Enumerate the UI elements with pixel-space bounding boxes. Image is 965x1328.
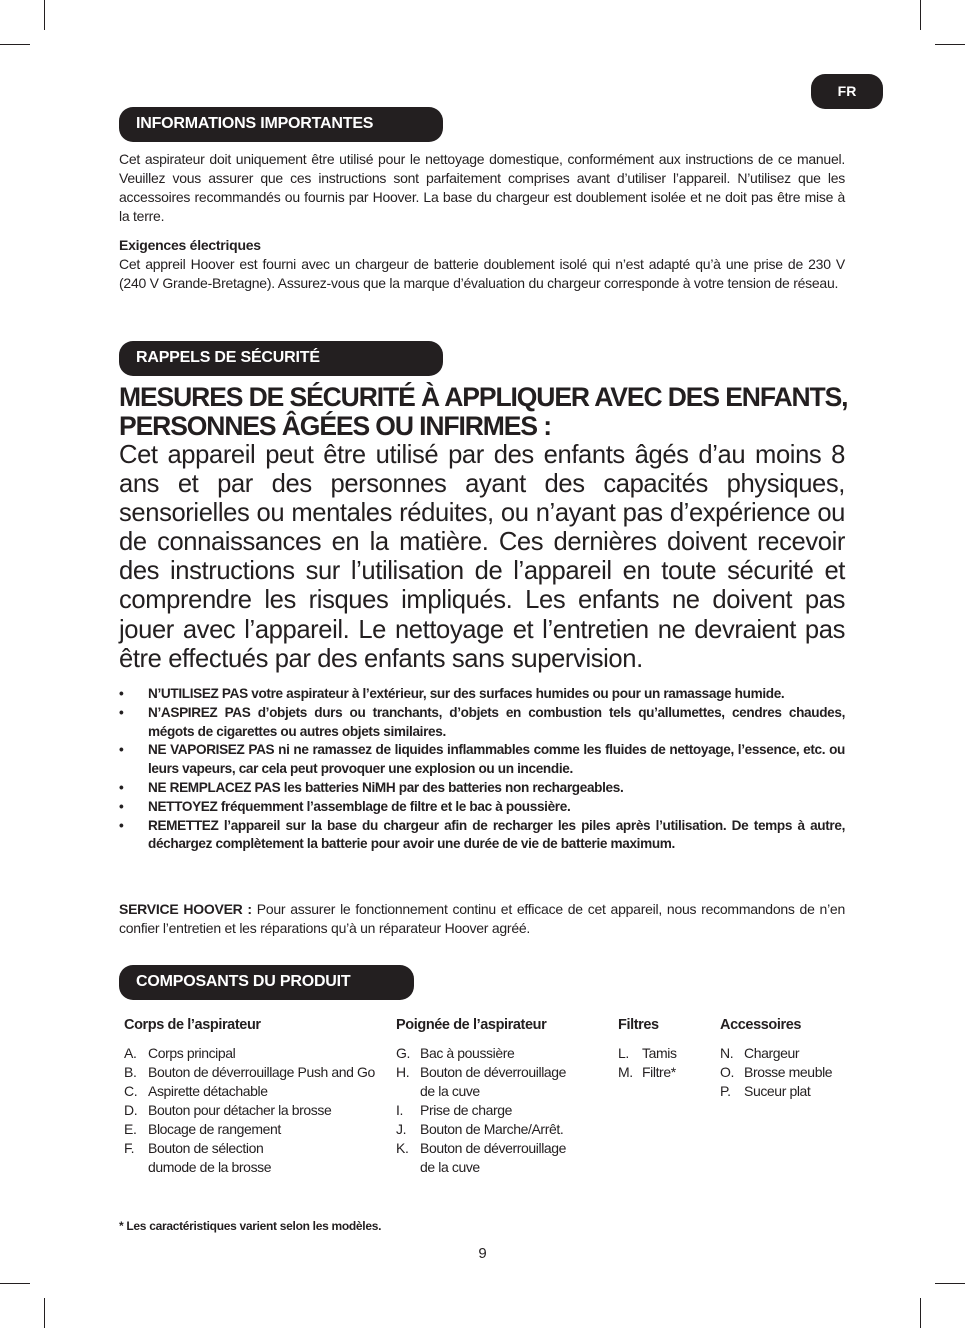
item-label: Blocage de rangement: [148, 1121, 281, 1137]
item-key: F.: [124, 1140, 135, 1156]
component-list: [124, 1044, 375, 1177]
list-item: • NETTOYEZ fréquemment l’assemblage de filtre et le bac à poussière.: [119, 798, 845, 817]
item-key: K.: [396, 1140, 409, 1156]
safety-warning-text: Cet appareil peut être utilisé par des enfants âgés d’au moins 8 ans et par des personnes ayant des capacités physiques, sensorielles ou mentales réduites, ou n’ayant pas d’expérience ou de connaissances en la matière. Ces dernières doivent recevoir des instructions sur l’utilisation de l’appareil en toute sécurité et comprendre les risques impliqués. Les enfants ne doivent pas jouer avec l’appareil. Le nettoyage et l’entretien ne devraient pas être effectués par des enfants sans supervision.: [119, 441, 845, 673]
service-text: Pour assurer le fonctionnement continu et efficace de cet appareil, nous recommandons de n’en confier l’entretien et les réparations qu’à un réparateur Hoover agréé.: [119, 901, 846, 936]
item-key: C.: [124, 1083, 138, 1099]
component-column: [720, 1015, 832, 1101]
language-badge: FR: [811, 74, 883, 109]
column-title: Poignée de l’aspirateur: [396, 1017, 547, 1033]
item-label: Chargeur: [744, 1045, 800, 1061]
list-item: • N’UTILISEZ PAS votre aspirateur à l’extérieur, sur des surfaces humides ou pour un ramassage humide.: [119, 685, 845, 704]
safety-heading: MESURES DE SÉCURITÉ À APPLIQUER AVEC DES ENFANTS, PERSONNES ÂGÉES OU INFIRMES :: [119, 382, 848, 441]
crop-mark: [44, 0, 45, 30]
item-key: L.: [618, 1045, 629, 1061]
item-label: Bouton de déverrouillage de la cuve: [420, 1140, 567, 1175]
item-key: P.: [720, 1083, 731, 1099]
list-item: • N’ASPIREZ PAS d’objets durs ou tranchants, d’objets en combustion tels qu’allumettes, cendres chaudes, mégots de cigarettes ou autres objets similaires.: [119, 704, 845, 742]
crop-mark: [935, 44, 965, 45]
section-header-components: COMPOSANTS DU PRODUIT: [119, 965, 414, 1000]
column-title: Filtres: [618, 1017, 659, 1033]
item-label: Aspirette détachable: [148, 1083, 268, 1099]
crop-mark: [0, 1283, 30, 1284]
service-note: [119, 900, 845, 938]
electrical-text: Cet appreil Hoover est fourni avec un chargeur de batterie doublement isolé qui n’est adapté qu’à une prise de 230 V (240 V Grande-Bretagne). Assurez-vous que la marque d’évaluation du chargeur corresponde à votre tension de réseau.: [119, 256, 845, 291]
list-item: [124, 1044, 375, 1063]
section-header-info: INFORMATIONS IMPORTANTES: [119, 107, 443, 142]
item-label: Prise de charge: [420, 1102, 513, 1118]
crop-mark: [44, 1298, 45, 1328]
item-key: O.: [720, 1064, 734, 1080]
list-item: [720, 1082, 832, 1101]
item-key: N.: [720, 1045, 734, 1061]
crop-mark: [935, 1283, 965, 1284]
item-key: D.: [124, 1102, 138, 1118]
list-item: [720, 1063, 832, 1082]
list-item: • REMETTEZ l’appareil sur la base du chargeur afin de recharger les piles après l’utilisation. De temps à autre, déchargez complètement la batterie pour avoir une durée de vie de batterie maximum.: [119, 817, 845, 855]
list-item: • NE VAPORISEZ PAS ni ne ramassez de liquides inflammables comme les fluides de nettoyage, l’essence, etc. ou leurs vapeurs, car cela peut provoquer une explosion ou un incendie.: [119, 741, 845, 779]
item-label: Tamis: [642, 1045, 677, 1061]
item-label: Bac à poussière: [420, 1045, 515, 1061]
info-body: [119, 150, 845, 293]
item-key: M.: [618, 1064, 633, 1080]
item-key: G.: [396, 1045, 410, 1061]
list-item: [618, 1044, 677, 1063]
service-label: SERVICE HOOVER :: [119, 901, 252, 917]
component-column: [396, 1015, 566, 1177]
item-key: H.: [396, 1064, 410, 1080]
list-item: [124, 1082, 375, 1101]
item-key: I.: [396, 1102, 403, 1118]
item-label: Filtre*: [642, 1064, 676, 1080]
item-key: J.: [396, 1121, 407, 1137]
item-label: Bouton de Marche/Arrêt.: [420, 1121, 564, 1137]
list-item: [396, 1101, 566, 1120]
list-item: [124, 1101, 375, 1120]
list-item: [396, 1044, 566, 1063]
list-item: [396, 1063, 566, 1101]
item-label: Bouton de sélection dumode de la brosse: [148, 1140, 272, 1175]
info-paragraph: Cet aspirateur doit uniquement être utilisé pour le nettoyage domestique, conformément aux instructions de ce manuel. Veuillez vous assurer que ces instructions sont parfaitement comprises avant d’utiliser l’appareil. N’utilisez que les accessoires recommandés ou fournis par Hoover. La base du chargeur est doublement isolée et ne doit pas être mise à la terre.: [119, 151, 845, 224]
footnote: * Les caractéristiques varient selon les modèles.: [119, 1219, 382, 1233]
crop-mark: [920, 0, 921, 30]
list-item: [720, 1044, 832, 1063]
list-item: [396, 1120, 566, 1139]
item-key: E.: [124, 1121, 137, 1137]
list-item: [618, 1063, 677, 1082]
component-list: [618, 1044, 677, 1082]
crop-mark: [920, 1298, 921, 1328]
list-item: • NE REMPLACEZ PAS les batteries NiMH par des batteries non rechargeables.: [119, 779, 845, 798]
item-label: Bouton de déverrouillage Push and Go: [148, 1064, 375, 1080]
component-column: [618, 1015, 677, 1082]
item-key: A.: [124, 1045, 137, 1061]
list-item: [124, 1139, 375, 1177]
component-column: [124, 1015, 375, 1177]
crop-mark: [0, 44, 30, 45]
item-label: Brosse meuble: [744, 1064, 833, 1080]
item-label: Suceur plat: [744, 1083, 811, 1099]
list-item: [124, 1063, 375, 1082]
electrical-title: Exigences électriques: [119, 237, 261, 253]
list-item: [124, 1120, 375, 1139]
column-title: Accessoires: [720, 1017, 802, 1033]
item-label: Bouton pour détacher la brosse: [148, 1102, 332, 1118]
list-item: [396, 1139, 566, 1177]
column-title: Corps de l’aspirateur: [124, 1017, 261, 1033]
component-list: [396, 1044, 566, 1177]
section-header-safety: RAPPELS DE SÉCURITÉ: [119, 341, 443, 376]
component-list: [720, 1044, 832, 1101]
safety-bullet-list: [119, 685, 845, 854]
item-label: Bouton de déverrouillage de la cuve: [420, 1064, 567, 1099]
page-number: 9: [478, 1245, 487, 1262]
item-label: Corps principal: [148, 1045, 236, 1061]
item-key: B.: [124, 1064, 137, 1080]
